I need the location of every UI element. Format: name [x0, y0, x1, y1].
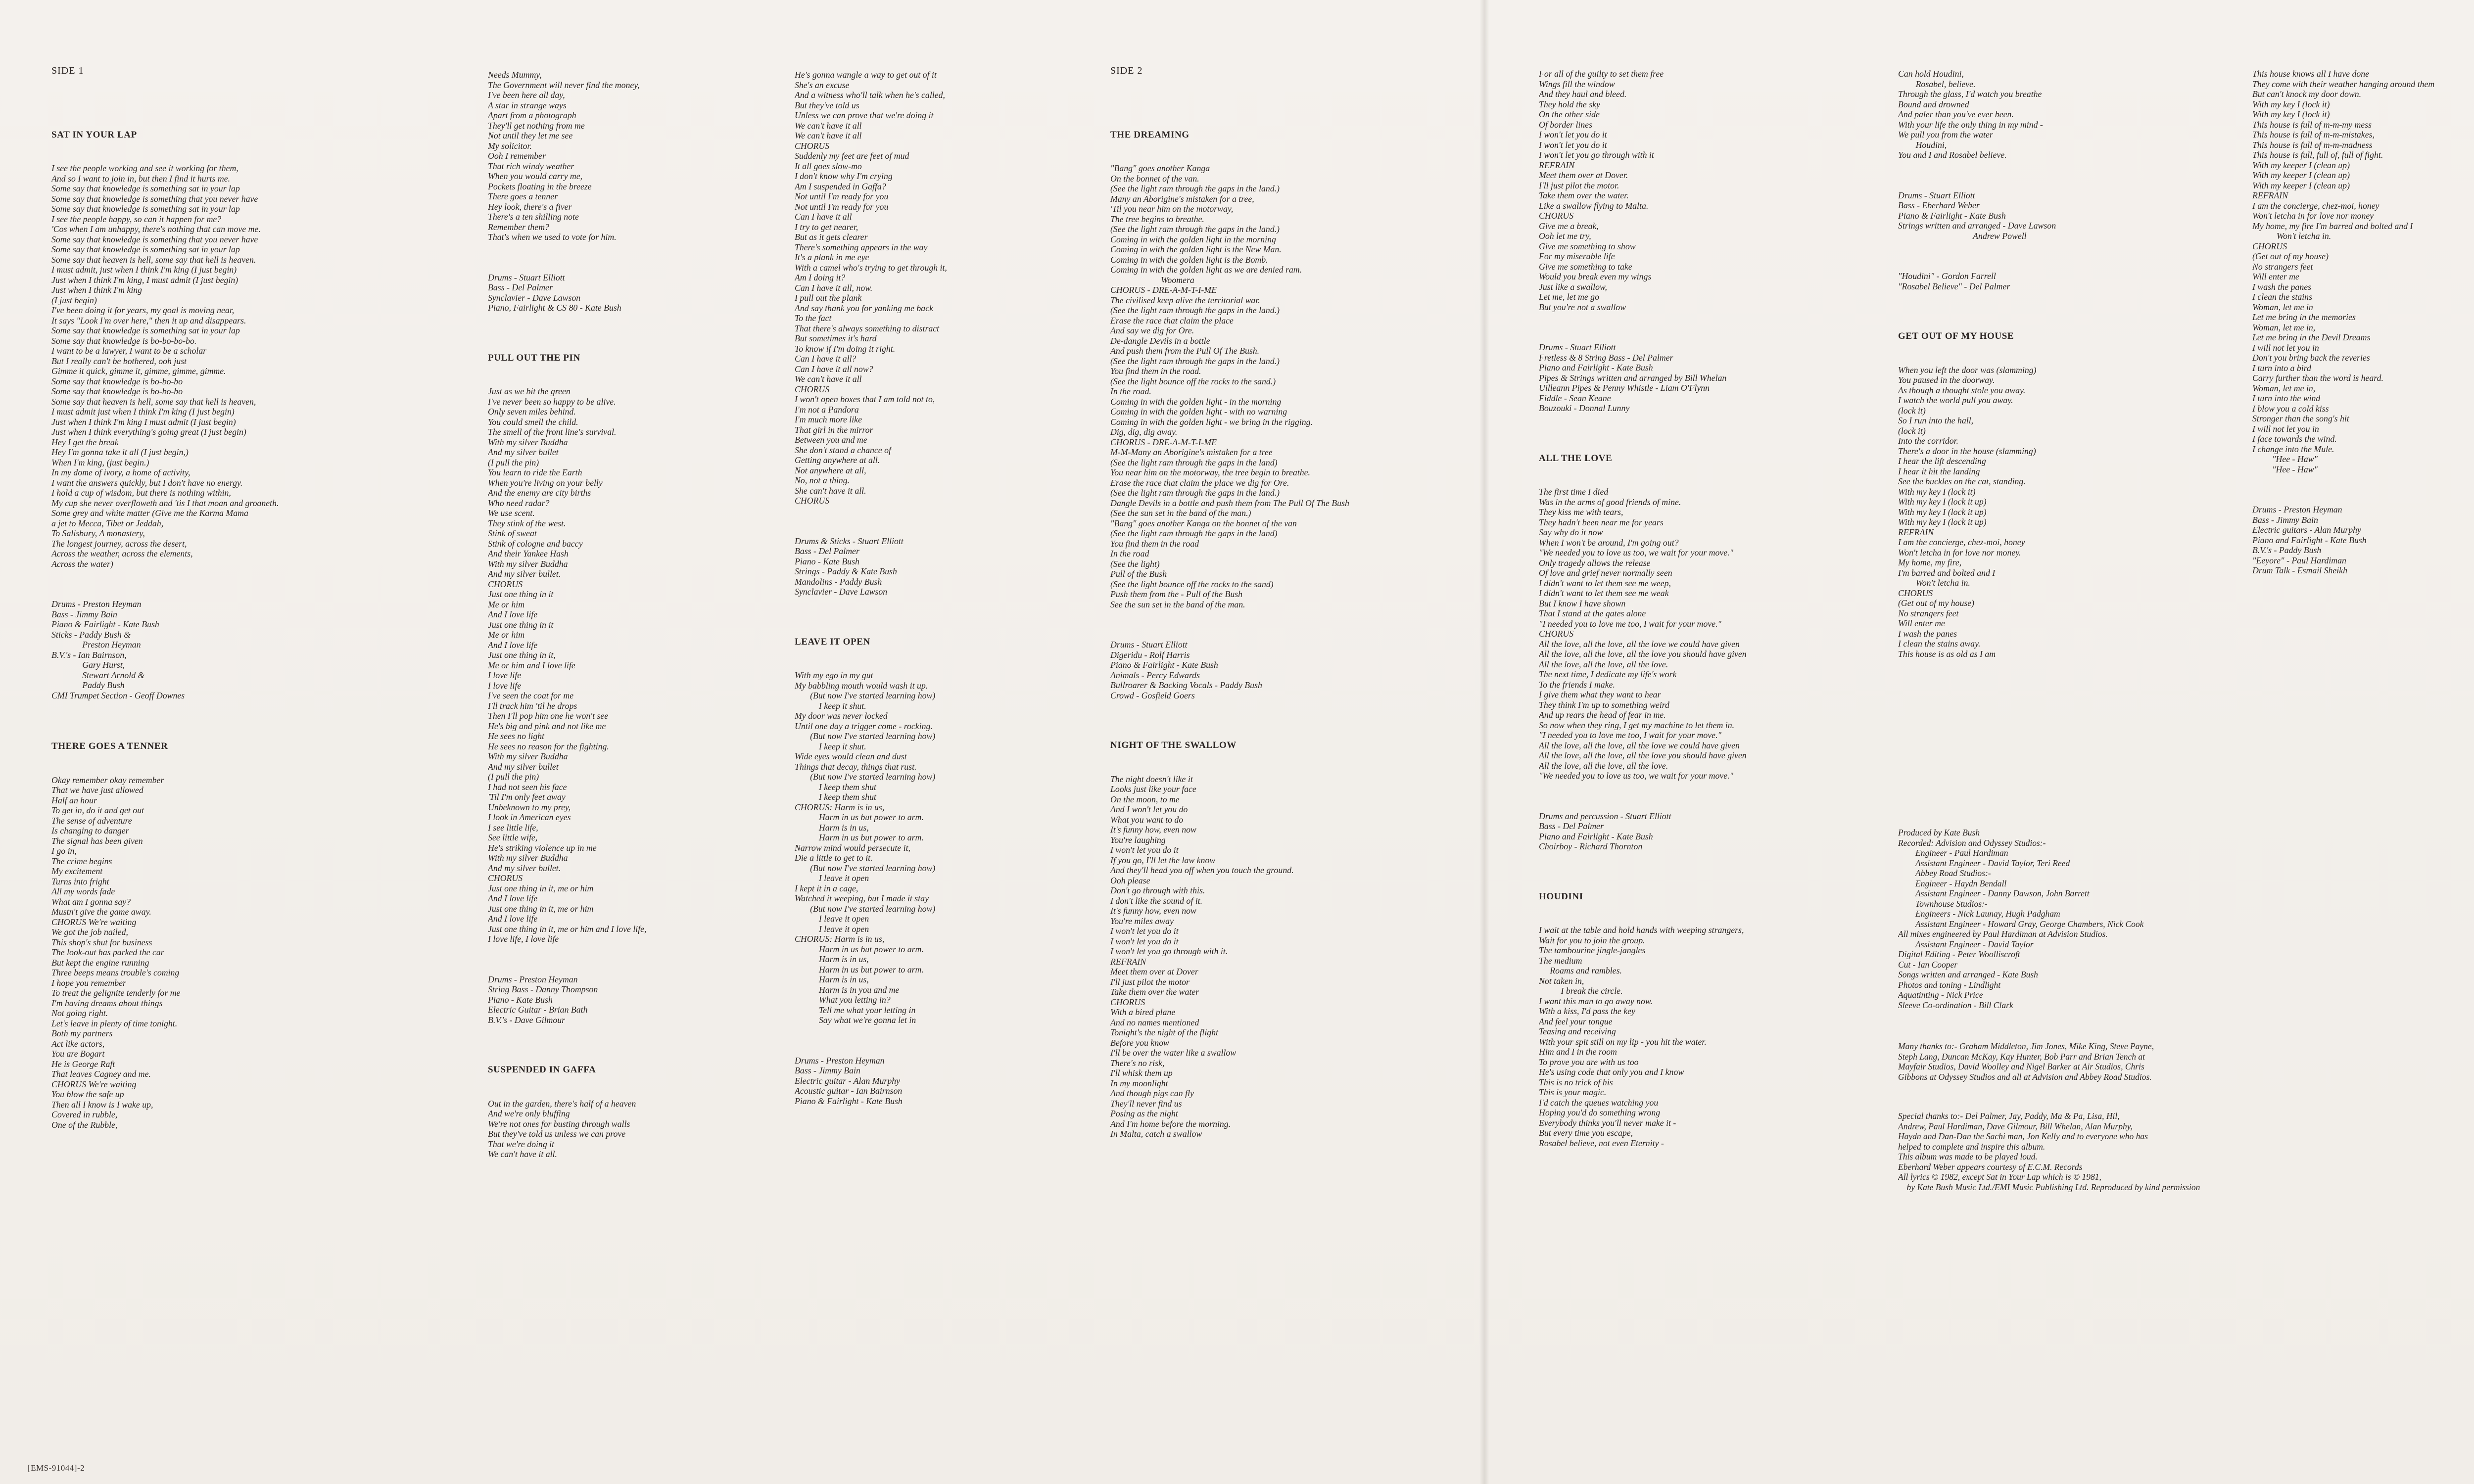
credits-the-dreaming: Drums - Stuart Elliott Digeridu - Rolf Harris Piano & Fairlight - Kate Bush Animals - Percy Edwards Bullroarer & Backing Vocals - Paddy Bush Crowd - Gosfield Goers [1110, 640, 1262, 700]
lyrics-all-the-love: The first time I died Was in the arms of good friends of mine. They kiss me with tears, They hadn't been near me for years Say why do it now When I won't be around, I'm going out? "We needed you to love us too, we wait for your move." Only tragedy allows the release Of love and grief never normally seen I didn't want to let them see me weep, I didn't want to let them see me weak But I know I have shown That I stand at the gates alone "I needed you to love me too, I wait for your move." CHORUS All the love, all the love, all the love we could have given All the love, all the love, all the love you should have given All the love, all the love, all the love. The next time, I dedicate my life's work To the friends I make. I give them what they want to hear They think I'm up to something weird And up rears the head of fear in me. So now when they ring, I get my machine to let them in. "I needed you to love me too, I wait for your move." All the love, all the love, all the love we could have given All the love, all the love, all the love you should have given All the love, all the love, all the love. "We needed you to love us too, we wait for your move." [1539, 487, 1747, 781]
production-credits: Produced by Kate Bush Recorded: Advision and Odyssey Studios:- Engineer - Paul Hardiman Assistant Engineer - David Taylor, Teri Reed Abbey Road Studios:- Engineer - Haydn Bendall Assistant Engineer - Danny Dawson, John Barrett Townhouse Studios:- Engineers - Nick Launay, Hugh Padgham Assistant Engineer - Howard Gray, George Chambers, Nick Cook All mixes engineered by Paul Hardiman at Advision Studios. Assistant Engineer - David Taylor Digital Editing - Peter Woolliscroft Cut - Ian Cooper Songs written and arranged - Kate Bush Photos and toning - Lindlight Aquatinting - Nick Price Sleeve Co-ordination - Bill Clark [1898, 828, 2144, 1010]
credits-pull-out-the-pin: Drums - Preston Heyman String Bass - Danny Thompson Piano - Kate Bush Electric Guitar - Brian Bath B.V.'s - Dave Gilmour [488, 974, 598, 1025]
side-2-label: SIDE 2 [1110, 65, 1143, 76]
page-fold [1479, 0, 1489, 1484]
column-2 [488, 49, 765, 1180]
thanks-credits: Many thanks to:- Graham Middleton, Jim Jones, Mike King, Steve Payne, Steph Lang, Duncan McKay, Kay Hunter, Bob Parr and Brian Tench at Mayfair Studios, David Woolley and Nigel Barker at Air Studios, Chris Gibbons at Odyssey Studios and all at Advision and Abbey Road Studios. [1898, 1041, 2154, 1082]
footer-catalog-left: [EMS-91044]-2 [28, 1463, 85, 1473]
column-5 [1539, 48, 1816, 1168]
footer-left-code: EMS-91044 [31, 1463, 74, 1473]
column-7 [2252, 48, 2474, 596]
lyrics-suspended-in-gaffa: Out in the garden, there's half of a heaven And we're only bluffing We're not ones for busting through walls But they've told us unless we can prove That we're doing it We can't have it all. [488, 1098, 636, 1159]
column-4 [1110, 46, 1387, 1159]
lyrics-houdini: I wait at the table and hold hands with weeping strangers, Wait for you to join the group. The tambourine jingle-jangles The medium Roams and rambles. Not taken in, I break the circle. I want this man to go away now. With a kiss, I'd pass the key And feel your tongue Teasing and receiving With your spit still on my lip - you hit the water. Him and I in the room To prove you are with us too He's using code that only you and I know This is no trick of his This is your magic. I'd catch the queues watching you Hoping you'd do something wrong Everybody thinks you'll never make it - But every time you escape, Rosabel believe, not even Eternity - [1539, 925, 1744, 1148]
lyrics-tenner-continued: Needs Mummy, The Government will never find the money, I've been here all day, A star in strange ways Apart from a photograph They'll get nothing from me Not until they let me see My solicitor. Ooh I remember That rich windy weather When you would carry me, Pockets floating in the breeze There goes a tenner Hey look, there's a fiver There's a ten shilling note Remember them? That's when we used to vote for him. [488, 70, 640, 242]
lyrics-there-goes-a-tenner: Okay remember okay remember That we have just allowed Half an hour To get in, do it and get out The sense of adventure Is changing to danger The signal has been given I go in, The crime begins My excitement Turns into fright All my words fade What am I gonna say? Mustn't give the game away. CHORUS We're waiting We got the job nailed, This shop's shut for business The look-out has parked the car But kept the engine running Three beeps means trouble's coming I hope you remember To treat the gelignite tenderly for me I'm having dreams about things Not going right. Let's leave in plenty of time tonight. Both my partners Act like actors, You are Bogart He is George Raft That leaves Cagney and me. CHORUS We're waiting You blow the safe up Then all I know is I wake up, Covered in rubble, One of the Rubble, [51, 775, 181, 1130]
credits-leave-it-open: Drums - Preston Heyman Bass - Jimmy Bain Electric guitar - Alan Murphy Acoustic guitar - Ian Bairnson Piano & Fairlight - Kate Bush [795, 1055, 903, 1106]
song-title-houdini: HOUDINI [1539, 891, 1583, 902]
special-thanks-and-copyright: Special thanks to:- Del Palmer, Jay, Paddy, Ma & Pa, Lisa, Hil, Andrew, Paul Hardiman, Dave Gilmour, Bill Whelan, Alan Murphy, Haydn and Dan-Dan the Sachi man, Jon Kelly and to everyone who has helped to complete and inspire this album. This album was made to be played loud. Eberhard Weber appears courtesy of E.C.M. Records All lyrics © 1982, except Sat in Your Lap which is © 1981, by Kate Bush Music Ltd./EMI Music Publishing Ltd. Reproduced by kind permission [1898, 1111, 2200, 1192]
credits-sat-in-your-lap: Drums - Preston Heyman Bass - Jimmy Bain Piano & Fairlight - Kate Bush Sticks - Paddy Bush & Preston Heyman B.V.'s - Ian Bairnson, Gary Hurst, Stewart Arnold & Paddy Bush CMI Trumpet Section - Geoff Downes [51, 599, 185, 700]
credits-houdini: Drums - Stuart Elliott Bass - Eberhard Weber Piano & Fairlight - Kate Bush Strings written and arranged - Dave Lawson Andrew Powell [1898, 190, 2056, 241]
lyrics-night-of-the-swallow: The night doesn't like it Looks just like your face On the moon, to me And I won't let you do What you want to do It's funny how, even now You're laughing I won't let you do it If you go, I'll let the law know And they'll head you off when you touch the ground. Ooh please Don't go through with this. I don't like the sound of it. It's funny how, even now You're miles away I won't let you do it I won't let you do it I won't let you go through with it. REFRAIN Meet them over at Dover I'll just pilot the motor Take them over the water CHORUS With a bired plane And no names mentioned Tonight's the night of the flight Before you know I'll be over the water like a swallow There's no risk, I'll whisk them up In my moonlight And though pigs can fly They'll never find us Posing as the night And I'm home before the morning. In Malta, catch a swallow [1110, 774, 1294, 1139]
lyrics-leave-it-open: With my ego in my gut My babbling mouth would wash it up. (But now I've started learning how) I keep it shut. My door was never locked Until one day a trigger come - rocking. (But now I've started learning how) I keep it shut. Wide eyes would clean and dust Things that decay, things that rust. (But now I've started learning how) I keep them shut I keep them shut CHORUS: Harm is in us, Harm in us but power to arm. Harm is in us, Harm in us but power to arm. Narrow mind would persecute it, Die a little to get to it. (But now I've started learning how) I leave it open I kept it in a cage, Watched it weeping, but I made it stay (But now I've started learning how) I leave it open I leave it open CHORUS: Harm is in us, Harm in us but power to arm. Harm is in us, Harm in us but power to arm. Harm is in us, Harm is in you and me What you letting in? Tell me what your letting in Say what we're gonna let in [795, 670, 936, 1025]
lyrics-pull-out-the-pin: Just as we bit the green I've never been so happy to be alive. Only seven miles behind. You could smell the child. The smell of the front line's survival. With my silver Buddha And my silver bullet (I pull the pin) You learn to ride the Earth When you're living on your belly And the enemy are city births Who need radar? We use scent. They stink of the west. Stink of sweat Stink of cologne and baccy And their Yankee Hash With my silver Buddha And my silver bullet. CHORUS Just one thing in it Me or him And I love life Just one thing in it Me or him And I love life Just one thing in it, Me or him and I love life I love life I love life I've seen the coat for me I'll track him 'til he drops Then I'll pop him one he won't see He's big and pink and not like me He sees no light He sees no reason for the fighting. With my silver Buddha And my silver bullet (I pull the pin) I had not seen his face 'Til I'm only feet away Unbeknown to my prey, I look in American eyes I see little life, See little wife, He's striking violence up in me With my silver Buddha And my silver bullet. CHORUS Just one thing in it, me or him And I love life Just one thing in it, me or him And I love life Just one thing in it, me or him and I love life, I love life, I love life [488, 386, 647, 944]
column-1 [51, 46, 329, 1150]
column-6 [1898, 48, 2225, 1212]
credits-houdini-voices: "Houdini" - Gordon Farrell "Rosabel Believe" - Del Palmer [1898, 271, 2010, 291]
song-title-night-of-the-swallow: NIGHT OF THE SWALLOW [1110, 740, 1237, 750]
song-title-the-dreaming: THE DREAMING [1110, 129, 1189, 140]
song-title-suspended-in-gaffa: SUSPENDED IN GAFFA [488, 1065, 596, 1075]
song-title-leave-it-open: LEAVE IT OPEN [795, 636, 870, 647]
lyrics-house-continued: This house knows all I have done They come with their weather hanging around them But can't knock my door down. With my key I (lock it) With my key I (lock it) This house is full of m-m-my mess This house is full of m-m-mistakes, This house is full of m-m-madness This house is full, full of, full of fight. With my keeper I (clean up) With my keeper I (clean up) With my keeper I (clean up) REFRAIN I am the concierge, chez-moi, honey Won't letcha in for love nor money My home, my fire I'm barred and bolted and I Won't letcha in. CHORUS (Get out of my house) No strangers feet Will enter me I wash the panes I clean the stains Woman, let me in Let me bring in the memories Woman, let me in, Let me bring in the Devil Dreams I will not let you in Don't you bring back the reveries I turn into a bird Carry further than the word is heard. Woman, let me in, I turn into the wind I blow you a cold kiss Stronger than the song's hit I will not let you in I face towards the wind. I change into the Mule. "Hee - Haw" "Hee - Haw" [2252, 69, 2435, 474]
song-title-there-goes-a-tenner: THERE GOES A TENNER [51, 741, 168, 751]
side-1-label: SIDE 1 [51, 65, 84, 76]
lyrics-sat-in-your-lap: I see the people working and see it working for them, And so I want to join in, but then I find it hurts me. Some say that knowledge is something sat in your lap Some say that knowledge is something that you never have Some say that knowledge is something sat in your lap I see the people happy, so can it happen for me? 'Cos when I am unhappy, there's nothing that can move me. Some say that knowledge is something that you never have Some say that knowledge is something sat in your lap Some say that heaven is hell, some say that hell is heaven. I must admit, just when I think I'm king (I just begin) Just when I think I'm king, I must admit (I just begin) Just when I think I'm king (I just begin) I've been doing it for years, my goal is moving near, It says "Look I'm over here," then it up and disappears. Some say that knowledge is something sat in your lap Some say that knowledge is bo-bo-bo-bo. I want to be a lawyer, I want to be a scholar But I really can't be bothered, ooh just Gimme it quick, gimme it, gimme, gimme, gimme. Some say that knowledge is bo-bo-bo Some say that knowledge is bo-bo-bo Some say that heaven is hell, some say that hell is heaven, I must admit just when I think I'm king (I just begin) Just when I think I'm king I must admit (I just begin) Just when I think everything's going great (I just begin) Hey I get the break Hey I'm gonna take it all (I just begin,) When I'm king, (just begin.) In my dome of ivory, a home of activity, I want the answers quickly, but I don't have no energy. I hold a cup of wisdom, but there is nothing within, My cup she never overfloweth and 'tis I that moan and groaneth. Some grey and white matter (Give me the Karma Mama a jet to Mecca, Tibet or Jeddah, To Salisbury, A monastery, The longest journey, across the desert, Across the weather, across the elements, Across the water) [51, 163, 279, 569]
lyrics-houdini-continued: Can hold Houdini, Rosabel, believe. Through the glass, I'd watch you breathe Bound and drowned And paler than you've ever been. With your life the only thing in my mind - We pull you from the water Houdini, You and I and Rosabel believe. [1898, 69, 2043, 160]
song-title-pull-out-the-pin: PULL OUT THE PIN [488, 352, 580, 363]
credits-all-the-love: Drums and percussion - Stuart Elliott Bass - Del Palmer Piano and Fairlight - Kate Bush Choirboy - Richard Thornton [1539, 811, 1671, 851]
lyrics-swallow-continued: For all of the guilty to set them free Wings fill the window And they haul and bleed. They hold the sky On the other side Of border lines I won't let you do it I won't let you do it I won't let you go through with it REFRAIN Meet them over at Dover. I'll just pilot the motor. Take them over the water. Like a swallow flying to Malta. CHORUS Give me a break, Ooh let me try, Give me something to show For my miserable life Give me something to take Would you break even my wings Just like a swallow, Let me, let me go But you're not a swallow [1539, 69, 1664, 312]
song-title-all-the-love: ALL THE LOVE [1539, 453, 1613, 464]
credits-suspended-in-gaffa: Drums & Sticks - Stuart Elliott Bass - Del Palmer Piano - Kate Bush Strings - Paddy & Kate Bush Mandolins - Paddy Bush Synclavier - Dave Lawson [795, 536, 904, 597]
song-title-sat-in-your-lap: SAT IN YOUR LAP [51, 129, 137, 140]
song-title-get-out-of-my-house: GET OUT OF MY HOUSE [1898, 331, 2014, 341]
column-3 [795, 49, 1072, 1126]
lyrics-get-out-of-my-house: When you left the door was (slamming) You paused in the doorway. As though a thought stole you away. I watch the world pull you away. (lock it) So I run into the hall, (lock it) Into the corridor. There's a door in the house (slamming) I hear the lift descending I hear it hit the landing See the buckles on the cat, standing. With my key I (lock it) With my key I (lock it up) With my key I (lock it up) With my key I (lock it up) REFRAIN I am the concierge, chez-moi, honey Won't letcha in for love nor money. My home, my fire, I'm barred and bolted and I Won't letcha in. CHORUS (Get out of my house) No strangers feet Will enter me I wash the panes I clean the stains away. This house is as old as I am [1898, 365, 2037, 659]
lyrics-the-dreaming: "Bang" goes another Kanga On the bonnet of the van. (See the light ram through the gaps in the land.) Many an Aborigine's mistaken for a tree, 'Til you near him on the motorway, The tree begins to breathe. (See the light ram through the gaps in the land.) Coming in with the golden light in the morning Coming in with the golden light is the New Man. Coming in with the golden light is the Bomb. Coming in with the golden light as we are denied ram. Woomera CHORUS - DRE-A-M-T-I-ME The civilised keep alive the territorial war. (See the light ram through the gaps in the land.) Erase the race that claim the place And say we dig for Ore. De-dangle Devils in a bottle And push them from the Pull Of The Bush. (See the light ram through the gaps in the land.) You find them in the road. (See the light bounce off the rocks to the sand.) In the road. Coming in with the golden light - in the morning Coming in with the golden light - with no warning Coming in with the golden light - we bring in the rigging. Dig, dig, dig away. CHORUS - DRE-A-M-T-I-ME M-M-Many an Aborigine's mistaken for a tree (See the light ram through the gaps in the land) You near him on the motorway, the tree begin to breathe. Erase the race that claim the place we dig for Ore. (See the light ram through the gaps in the land.) Dangle Devils in a bottle and push them from The Pull Of The Bush (See the sun set in the band of the man.) "Bang" goes another Kanga on the bonnet of the van (See the light ram through the gaps in the land) You find them in the road In the road (See the light) Pull of the Bush (See the light bounce off the rocks to the sand) Push them from the - Pull of the Bush See the sun set in the band of the man. [1110, 163, 1349, 609]
lyrics-gaffa-continued: He's gonna wangle a way to get out of it She's an excuse And a witness who'll talk when he's called, But they've told us Unless we can prove that we're doing it We can't have it all We can't have it all CHORUS Suddenly my feet are feet of mud It all goes slow-mo I don't know why I'm crying Am I suspended in Gaffa? Not until I'm ready for you Not until I'm ready for you Can I have it all I try to get nearer, But as it gets clearer There's something appears in the way It's a plank in me eye With a camel who's trying to get through it, Am I doing it? Can I have it all, now. I pull out the plank And say thank you for yanking me back To the fact That there's always something to distract But sometimes it's hard To know if I'm doing it right. Can I have it all? Can I have it all now? We can't have it all CHORUS I won't open boxes that I am told not to, I'm not a Pandora I'm much more like That girl in the mirror Between you and me She don't stand a chance of Getting anywhere at all. Not anywhere at all, No, not a thing. She can't have it all. CHORUS [795, 70, 947, 506]
credits-there-goes-a-tenner: Drums - Stuart Elliott Bass - Del Palmer Synclavier - Dave Lawson Piano, Fairlight & CS 80 - Kate Bush [488, 272, 621, 313]
credits-get-out-of-my-house: Drums - Preston Heyman Bass - Jimmy Bain Electric guitars - Alan Murphy Piano and Fairlight - Kate Bush B.V.'s - Paddy Bush "Eeyore" - Paul Hardiman Drum Talk - Esmail Sheikh [2252, 505, 2367, 575]
credits-night-of-the-swallow: Drums - Stuart Elliott Fretless & 8 String Bass - Del Palmer Piano and Fairlight - Kate Bush Pipes & Strings written and arranged by Bill Whelan Uilleann Pipes & Penny Whistle - Liam O'Flynn Fiddle - Sean Keane Bouzouki - Donnal Lunny [1539, 342, 1727, 413]
footer-left-page: 2 [80, 1463, 85, 1473]
